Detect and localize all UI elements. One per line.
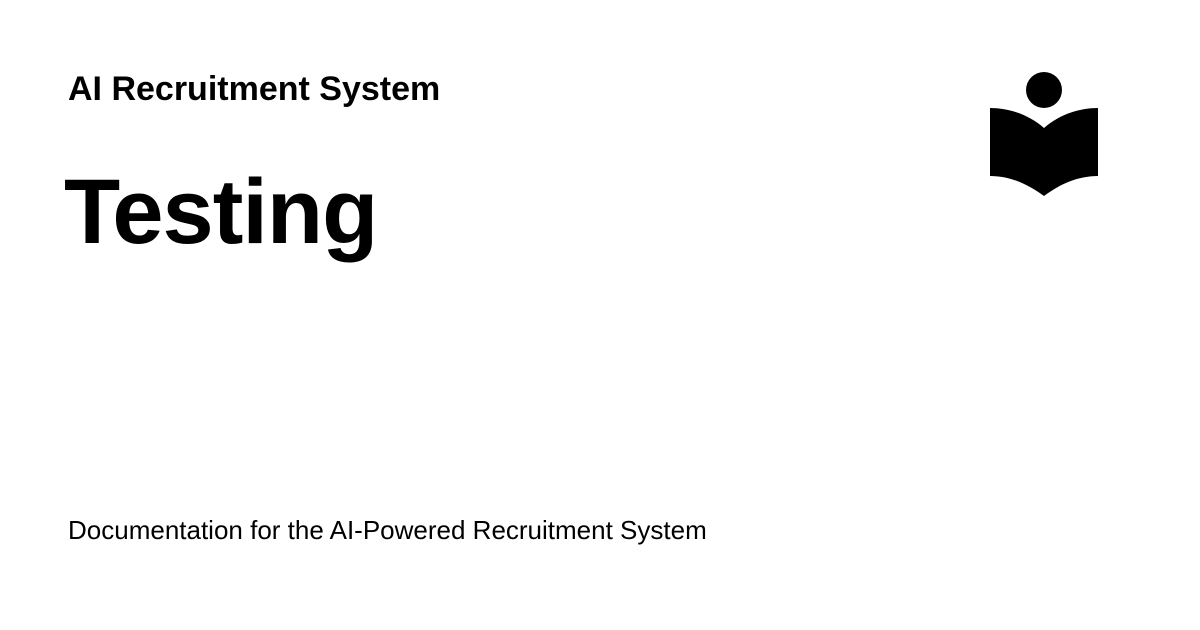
book-reader-icon <box>988 70 1100 198</box>
page-description: Documentation for the AI-Powered Recruitment System <box>68 515 707 545</box>
site-name: AI Recruitment System <box>68 70 441 108</box>
page-title: Testing <box>64 161 378 263</box>
